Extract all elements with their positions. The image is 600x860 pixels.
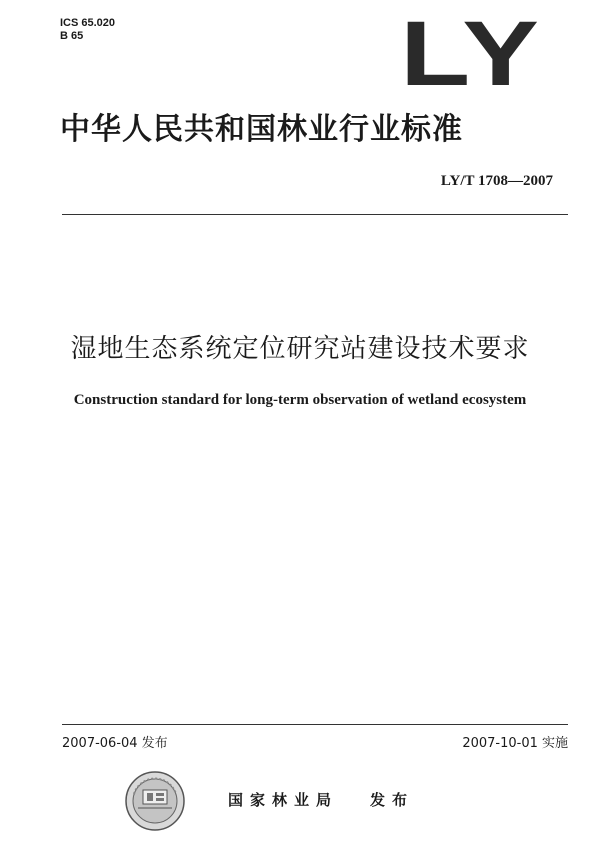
- anti-counterfeit-seal-icon: [124, 770, 186, 832]
- ly-logo: LY: [400, 3, 542, 105]
- publisher-name: 国家林业局: [228, 791, 339, 809]
- issue-date: 2007-06-04 发布: [62, 736, 168, 751]
- classification-codes: [60, 17, 115, 43]
- ccs-code: B 65: [60, 30, 84, 42]
- top-divider: [62, 214, 568, 215]
- standard-number: LY/T 1708—2007: [440, 173, 553, 189]
- standard-category-title: 中华人民共和国林业行业标准: [60, 112, 463, 147]
- bottom-divider: [62, 724, 568, 725]
- publish-label: 发布: [370, 791, 415, 809]
- document-title-chinese: 湿地生态系统定位研究站建设技术要求: [70, 334, 530, 364]
- ics-code: ICS 65.020: [60, 17, 116, 29]
- document-title-english: Construction standard for long-term observation of wetland ecosystem: [73, 392, 527, 408]
- implementation-date: 2007-10-01 实施: [462, 736, 568, 751]
